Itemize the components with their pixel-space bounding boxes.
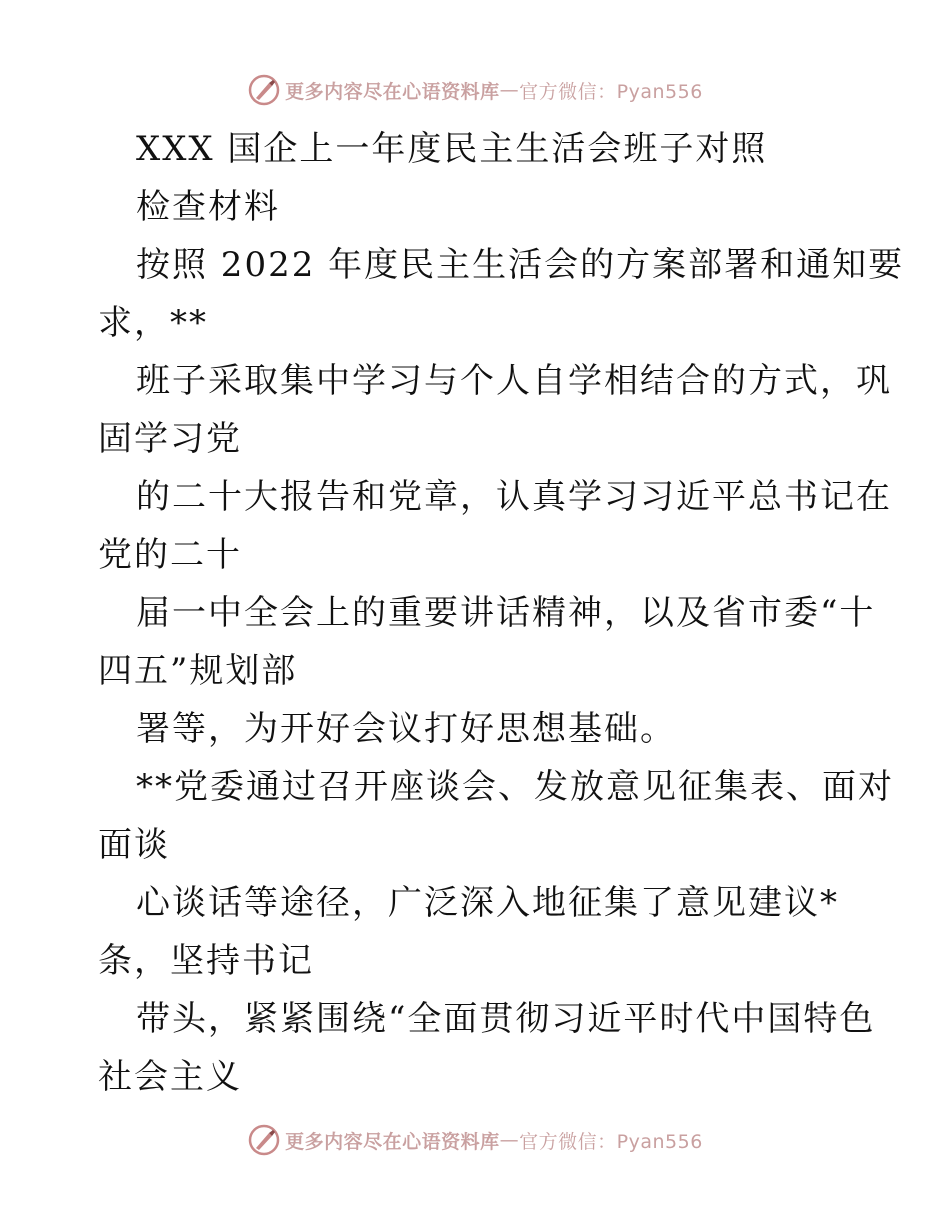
- text-line: 条，坚持书记: [98, 941, 314, 981]
- text-line: 心谈话等途径，广泛深入地征集了意见建议*: [136, 883, 839, 923]
- text-line: **党委通过召开座谈会、发放意见征集表、面对: [136, 767, 894, 807]
- text-line: 按照 2022 年度民主生活会的方案部署和通知要: [136, 245, 905, 285]
- text-line: 固学习党: [98, 419, 242, 459]
- watermark-separator: —: [499, 1129, 520, 1151]
- text-line: 检查材料: [136, 187, 280, 227]
- text-line: 社会主义: [98, 1057, 242, 1097]
- document-body: [98, 120, 905, 1106]
- text-line: 届一中全会上的重要讲话精神，以及省市委“十: [136, 593, 876, 633]
- text-line: 党的二十: [98, 535, 242, 575]
- text-line: 班子采取集中学习与个人自学相结合的方式，巩: [136, 361, 892, 401]
- text-line: 求，**: [98, 303, 208, 343]
- pen-logo-icon: [247, 73, 281, 107]
- text-line: 带头，紧紧围绕“全面贯彻习近平时代中国特色: [136, 999, 876, 1039]
- pen-logo-icon: [247, 1123, 281, 1157]
- watermark-main-text: 更多内容尽在心语资料库: [285, 80, 500, 103]
- text-line: XXX 国企上一年度民主生活会班子对照: [136, 129, 768, 169]
- footer-watermark: [0, 1120, 950, 1160]
- watermark-contact-text: 官方微信：Pyan556: [519, 1130, 703, 1153]
- watermark-contact-text: 官方微信：Pyan556: [519, 80, 703, 103]
- text-line: 的二十大报告和党章，认真学习习近平总书记在: [136, 477, 892, 517]
- text-line: 面谈: [98, 825, 170, 865]
- text-line: 署等，为开好会议打好思想基础。: [136, 709, 676, 749]
- watermark-main-text: 更多内容尽在心语资料库: [285, 1130, 500, 1153]
- watermark-separator: —: [499, 79, 520, 101]
- text-line: 四五”规划部: [98, 651, 298, 691]
- header-watermark: [0, 70, 950, 110]
